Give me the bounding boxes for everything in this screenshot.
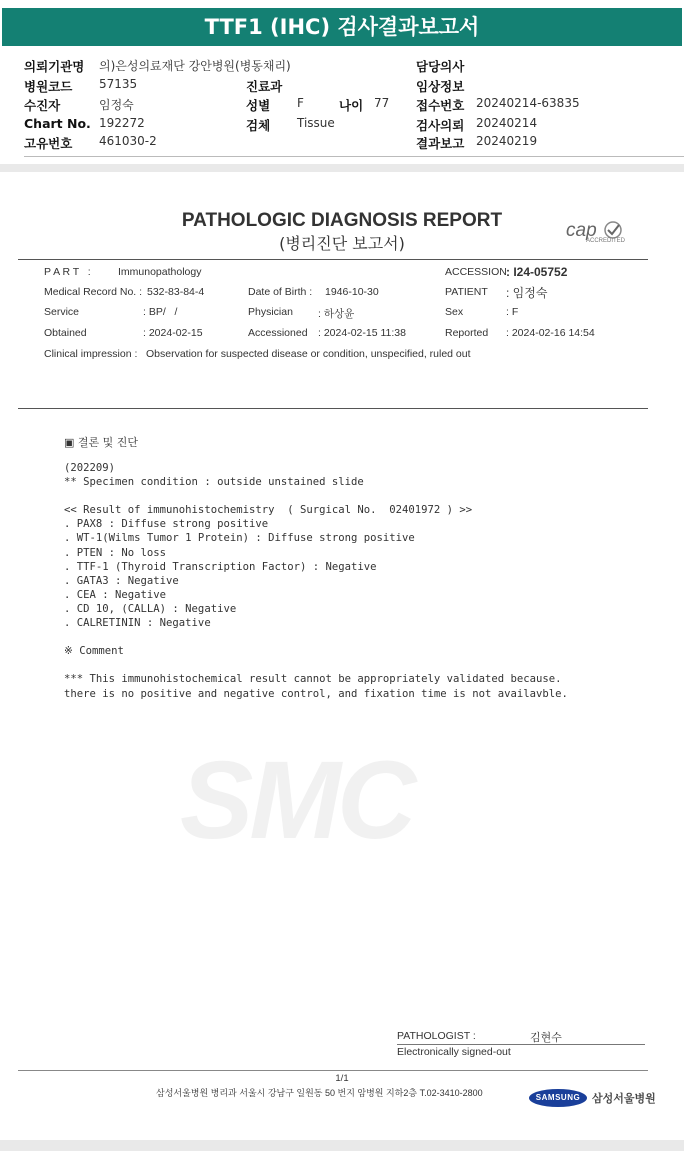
accessioned-value: : 2024-02-15 11:38: [318, 327, 406, 339]
patient-label: PATIENT: [445, 286, 488, 298]
age-label: 나이: [339, 98, 364, 113]
top-divider: [18, 259, 648, 260]
body-line: [64, 658, 568, 672]
body-line: ※ Comment: [64, 645, 124, 658]
footer-address: 삼성서울병원 병리과 서울시 강남구 일원동 50 번지 암병원 지하2층 T.02-3410-2800: [156, 1088, 483, 1098]
test-request-value: 20240214: [476, 116, 538, 130]
watermark-logo: SMC: [180, 739, 413, 862]
hospital-name: 삼성서울병원: [592, 1092, 656, 1105]
age-value: 77: [374, 96, 390, 110]
report-page: [0, 172, 684, 1140]
accession-label: ACCESSION: [445, 266, 507, 278]
obtained-value: : 2024-02-15: [143, 327, 203, 339]
receipt-no-label: 접수번호: [416, 98, 465, 113]
service-value: : BP/ /: [143, 306, 178, 318]
request-org-label: 의뢰기관명: [24, 59, 85, 74]
section-title: ▣ 결론 및 진단: [64, 436, 139, 449]
hospital-code-label: 병원코드: [24, 79, 73, 94]
body-line: ** Specimen condition : outside unstained slide: [64, 476, 364, 489]
result-report-label: 결과보고: [416, 136, 465, 151]
result-report-value: 20240219: [476, 134, 538, 148]
unique-id-value: 461030-2: [99, 134, 157, 148]
physician-value: : 하상윤: [318, 308, 355, 320]
body-line: there is no positive and negative control, and fixation time is not availavble.: [64, 687, 568, 700]
specimen-label: 검체: [246, 118, 271, 133]
dob-label: Date of Birth :: [248, 286, 313, 298]
patient-label: 수진자: [24, 98, 61, 113]
dob-value: 1946-10-30: [325, 286, 379, 298]
sex-label: Sex: [445, 306, 464, 318]
unique-id-label: 고유번호: [24, 136, 73, 151]
body-line: . TTF-1 (Thyroid Transcription Factor) : Negative: [64, 560, 377, 573]
service-label: Service: [44, 306, 80, 318]
obtained-label: Obtained: [44, 327, 87, 339]
cap-check-icon: [602, 220, 624, 240]
footer-divider: [18, 1070, 648, 1071]
body-line: . CALRETININ : Negative: [64, 617, 211, 630]
reported-label: Reported: [445, 327, 489, 339]
page-number: 1/1: [335, 1073, 349, 1084]
signed-out-text: Electronically signed-out: [397, 1046, 511, 1058]
body-line: << Result of immunohistochemistry ( Surgical No. 02401972 ) >>: [64, 504, 473, 517]
diagnosis-body: [64, 461, 568, 701]
report-title-en: PATHOLOGIC DIAGNOSIS REPORT: [181, 210, 503, 231]
physician-label: Physician: [248, 306, 293, 318]
accession-value: : I24-05752: [506, 265, 568, 279]
chart-no-label: Chart No.: [24, 116, 91, 131]
part-value: Immunopathology: [118, 266, 202, 278]
pathologist-label: PATHOLOGIST :: [397, 1030, 476, 1042]
clinical-impression-label: Clinical impression :: [44, 348, 138, 360]
signature-line: [397, 1044, 645, 1045]
part-label: P A R T :: [44, 266, 91, 278]
patient-value: 임정숙: [99, 98, 134, 112]
body-line: . WT-1(Wilms Tumor 1 Protein) : Diffuse strong positive: [64, 532, 415, 545]
body-line: . PTEN : No loss: [64, 546, 167, 559]
sex-value: : F: [506, 306, 519, 318]
report-title-ko: (병리진단 보고서): [279, 234, 405, 253]
receipt-no-value: 20240214-63835: [476, 96, 580, 110]
header-divider: [24, 156, 684, 157]
body-line: . CEA : Negative: [64, 588, 167, 601]
cap-logo: cap ACCREDITED: [566, 220, 626, 244]
report-title: TTF1 (IHC) 검사결과보고서: [2, 8, 682, 46]
clinical-info-label: 임상정보: [416, 79, 465, 94]
title-bar: [0, 0, 684, 50]
mid-divider: [18, 408, 648, 409]
body-line: [64, 630, 568, 644]
specimen-value: Tissue: [297, 116, 335, 130]
body-line: . PAX8 : Diffuse strong positive: [64, 518, 269, 531]
clinical-impression-value: Observation for suspected disease or condition, unspecified, ruled out: [146, 348, 471, 360]
reported-value: : 2024-02-16 14:54: [506, 327, 595, 339]
body-line: . GATA3 : Negative: [64, 574, 179, 587]
samsung-logo: SAMSUNG: [529, 1089, 587, 1107]
sex-value: F: [297, 96, 304, 110]
mrn-label: Medical Record No. :: [44, 286, 143, 298]
test-request-label: 검사의뢰: [416, 118, 465, 133]
accessioned-label: Accessioned: [248, 327, 308, 339]
body-line: . CD 10, (CALLA) : Negative: [64, 602, 237, 615]
doctor-label: 담당의사: [416, 59, 465, 74]
dept-label: 진료과: [246, 79, 283, 94]
sex-label: 성별: [246, 98, 271, 113]
body-line: *** This immunohistochemical result cannot be appropriately validated because.: [64, 673, 562, 686]
header-panel: [0, 50, 684, 164]
request-org-value: 의)은성의료재단 강안병원(병동채리): [99, 59, 291, 73]
hospital-code-value: 57135: [99, 77, 138, 91]
mrn-value: 532-83-84-4: [147, 286, 205, 298]
chart-no-value: 192272: [99, 116, 145, 130]
body-line: (202209): [64, 462, 116, 474]
patient-value: : 임정숙: [506, 286, 548, 300]
body-line: [64, 489, 568, 503]
pathologist-value: 김현수: [530, 1032, 562, 1044]
